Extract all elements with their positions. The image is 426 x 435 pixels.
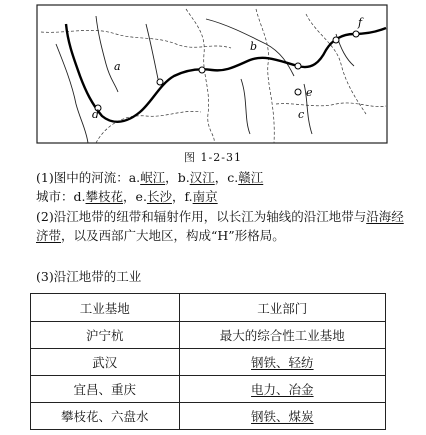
header-sector: 工业部门 — [179, 294, 385, 322]
cell-base: 武汉 — [31, 349, 180, 376]
table-header-row — [31, 294, 386, 322]
map-label-e: e — [306, 86, 313, 99]
answer-d: 攀枝花 — [85, 189, 124, 204]
q2-paragraph: (2)沿江地带的纽带和辐射作用，以长江为轴线的沿江地带与沿海经济带，以及西部广大地区，构成“H”形格局。 — [36, 209, 404, 243]
cell-base: 攀枝花、六盘水 — [31, 403, 180, 430]
answer-a: 岷江 — [140, 170, 166, 185]
answer-e: 长沙 — [146, 189, 172, 204]
map-label-d: d — [92, 108, 100, 121]
answer-coastal: 沿海经济带 — [36, 209, 404, 243]
table-row — [31, 322, 386, 349]
industry-table — [30, 293, 386, 430]
map-label-b: b — [250, 40, 258, 53]
map-label-c: c — [298, 108, 305, 121]
yangtze-river-map — [36, 4, 388, 144]
answer-b: 汉江 — [189, 170, 215, 185]
cell-sector: 电力、冶金 — [179, 376, 385, 403]
cell-sector: 最大的综合性工业基地 — [179, 322, 385, 349]
cell-sector: 钢铁、轻纺 — [179, 349, 385, 376]
q1-rivers-line: (1)图中的河流：a.岷江，b.汉江，c.赣江 — [36, 170, 264, 185]
tributaries — [56, 16, 354, 143]
cell-base: 宜昌、重庆 — [31, 376, 180, 403]
table-row — [31, 349, 386, 376]
table-row — [31, 376, 386, 403]
table-row — [31, 403, 386, 430]
cell-base: 沪宁杭 — [31, 322, 180, 349]
cell-sector: 钢铁、煤炭 — [179, 403, 385, 430]
answer-f: 南京 — [192, 189, 218, 204]
answer-c: 赣江 — [238, 170, 264, 185]
q1-cities-line: 城市：d.攀枝花，e.长沙，f.南京 — [36, 189, 218, 204]
map-label-a: a — [114, 60, 121, 73]
province-boundaries — [41, 9, 386, 143]
map-frame — [37, 5, 387, 143]
city-markers — [95, 31, 359, 111]
figure-caption: 图 1-2-31 — [184, 151, 242, 164]
q3-title: (3)沿江地带的工业 — [36, 269, 142, 284]
header-base: 工业基地 — [31, 294, 180, 322]
map-label-f: f — [358, 16, 363, 29]
